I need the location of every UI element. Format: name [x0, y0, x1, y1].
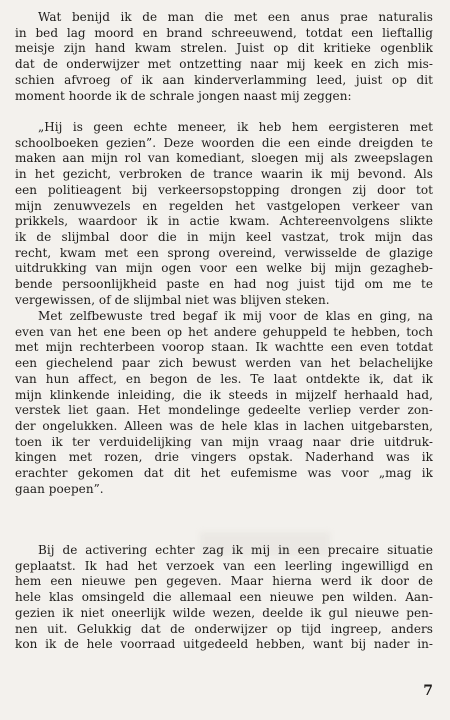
text-line: even van het ene been op het andere gehuppeld te hebben, toch — [15, 324, 433, 339]
text-line: meisje zijn hand kwam strelen. Juist op dit kritieke ogenblik — [15, 41, 433, 56]
text-line: bende persoonlijkheid paste en had nog juist tijd om me te — [15, 277, 433, 292]
paragraph-2 — [15, 120, 433, 308]
text-line: prikkels, waardoor ik in actie kwam. Achtereenvolgens slikte — [15, 214, 433, 229]
text-line: gezien ik niet oneerlijk wilde wezen, deelde ik gul nieuwe pen- — [15, 605, 433, 620]
text-line: vergewissen, of de slijmbal niet was blijven steken. — [15, 292, 330, 307]
text-line: schien afvroeg of ik aan kinderverlamming leed, juist op dit — [15, 72, 433, 87]
text-line: „Hij is geen echte meneer, ik heb hem eergisteren met — [38, 120, 433, 134]
text-line: mijn klinkende inleiding, die ik steeds in mijzelf herhaald had, — [15, 387, 433, 402]
text-line: mijn zenuwvezels en regelden het vastgelopen verkeer van — [15, 198, 433, 213]
page-number: 7 — [423, 683, 433, 699]
text-line: toen ik ter verduidelijking van mijn vraag naar drie uitdruk- — [15, 434, 433, 449]
paragraph-4 — [15, 543, 433, 653]
text-line: hele klas omsingeld die allemaal een nieuwe pen wilden. Aan- — [15, 590, 433, 605]
text-line: uitdrukking van mijn ogen voor een welke bij mijn gezagheb- — [15, 261, 433, 276]
text-line: hem een nieuwe pen gegeven. Maar hierna werd ik door de — [15, 574, 433, 589]
text-line: in het gezicht, verbroken de trance waarin ik mij bevond. Als — [15, 167, 433, 182]
text-line: kingen met rozen, drie vingers opstak. Naderhand was ik — [15, 450, 433, 465]
text-line: moment hoorde ik de schrale jongen naast mij zeggen: — [15, 88, 352, 103]
text-line: in bed lag moord en brand schreeuwend, totdat een lieftallig — [15, 25, 433, 40]
text-line: een giechelend paar zich bewust werden van het belachelijke — [15, 356, 433, 371]
text-line: maken aan mijn rol van komediant, sloegen mij als zweepslagen — [15, 151, 433, 166]
paragraph-3 — [15, 309, 433, 497]
text-line: nen uit. Gelukkig dat de onderwijzer op tijd ingreep, anders — [15, 621, 433, 636]
text-line: verstek liet gaan. Het mondelinge gedeelte verliep verder zon- — [15, 403, 433, 418]
text-line: recht, kwam met een sprong overeind, verwisselde de glazige — [15, 245, 433, 260]
text-line: kon ik de hele voorraad uitgedeeld hebben, want bij nader in- — [15, 637, 433, 652]
text-line: geplaatst. Ik had het verzoek van een leerling ingewilligd en — [15, 558, 433, 573]
text-line: dat de onderwijzer met ontzetting naar mij keek en zich mis- — [15, 57, 433, 72]
text-line: gaan poepen”. — [15, 481, 104, 496]
text-line: Wat benijd ik de man die met een anus prae naturalis — [38, 10, 433, 24]
text-line: der ongelukken. Alleen was de hele klas in lachen uitgebarsten, — [15, 418, 433, 433]
text-line: ik de slijmbal door die in mijn keel vastzat, trok mijn das — [15, 229, 433, 244]
text-line: een politieagent bij verkeersopstopping drongen zij door tot — [15, 182, 433, 197]
text-line: Met zelfbewuste tred begaf ik mij voor de klas en ging, na — [38, 309, 433, 323]
text-line: met mijn rechterbeen voorop staan. Ik wachtte een even totdat — [15, 340, 433, 355]
text-line: schoolboeken gezien”. Deze woorden die een einde dreigden te — [15, 135, 433, 150]
text-line: van hun affect, en begon de les. Te laat ontdekte ik, dat ik — [15, 371, 433, 386]
paragraph-1 — [15, 10, 433, 104]
text-line: Bij de activering echter zag ik mij in een precaire situatie — [38, 543, 433, 557]
text-line: erachter gekomen dat dit het eufemisme was voor „mag ik — [15, 466, 433, 481]
